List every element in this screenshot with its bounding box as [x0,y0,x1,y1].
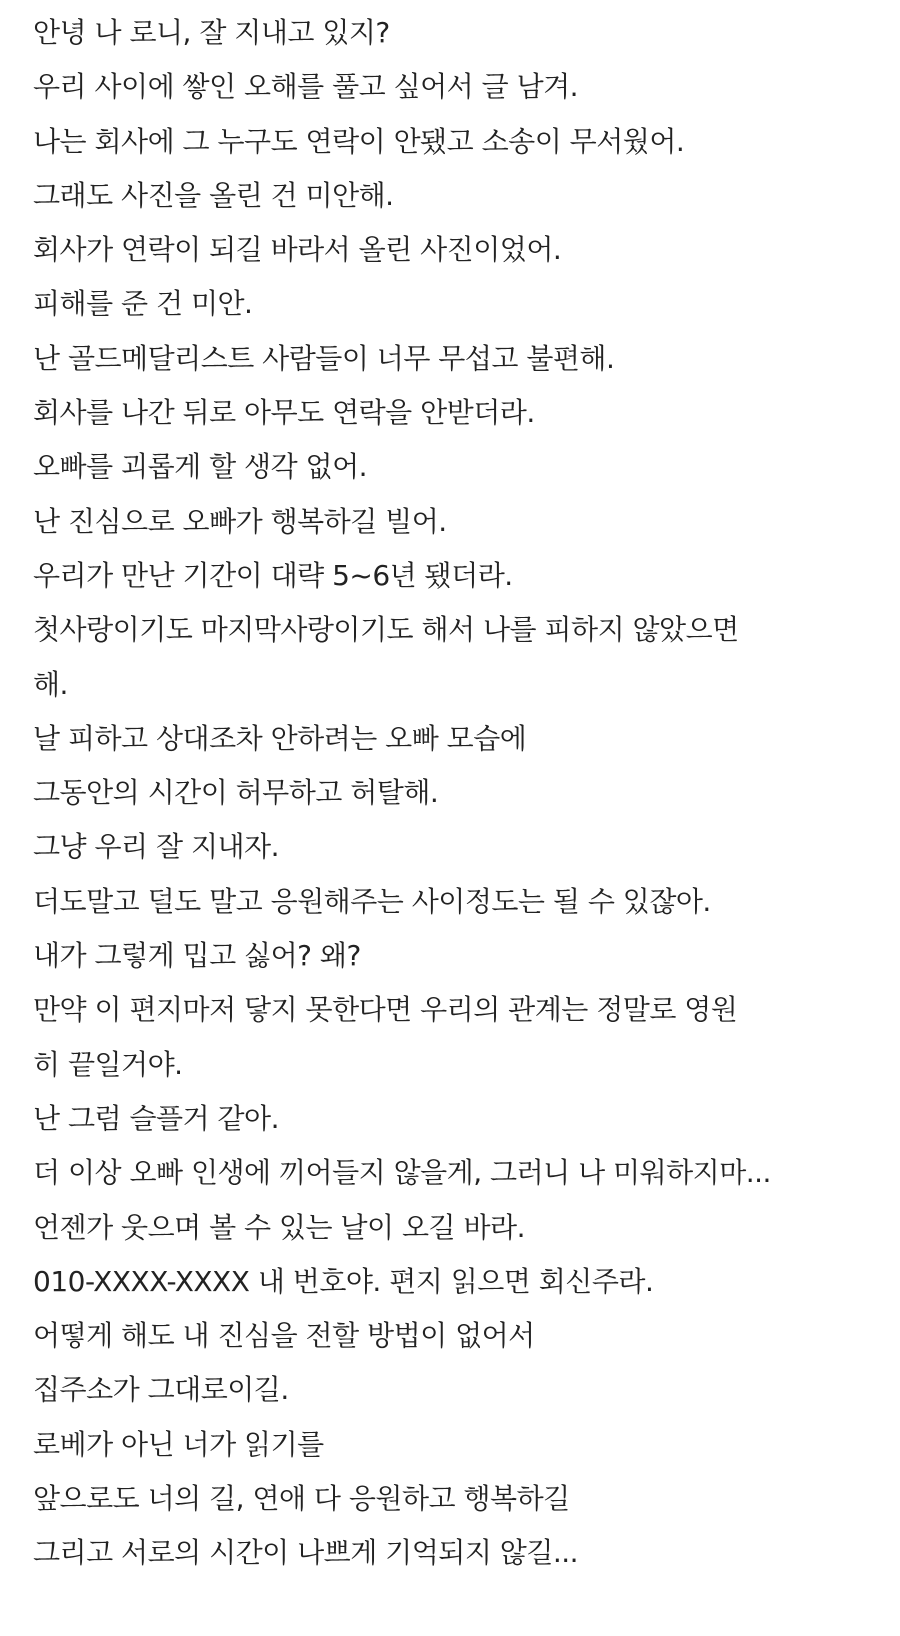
letter-line: 회사가 연락이 되길 바라서 올린 사진이었어. [33,233,562,267]
letter-line: 집주소가 그대로이길. [33,1373,289,1407]
letter-line: 언젠가 웃으며 볼 수 있는 날이 오길 바라. [33,1210,525,1244]
letter-line: 내가 그렇게 밉고 싫어? 왜? [33,939,361,973]
letter-line: 난 그럼 슬플거 같아. [33,1101,279,1135]
letter-line: 피해를 준 건 미안. [33,287,253,321]
letter-line: 더도말고 덜도 말고 응원해주는 사이정도는 될 수 있잖아. [33,884,711,918]
letter-line: 어떻게 해도 내 진심을 전할 방법이 없어서 [33,1319,535,1353]
letter-line: 회사를 나간 뒤로 아무도 연락을 안받더라. [33,396,535,430]
letter-line: 더 이상 오빠 인생에 끼어들지 않을게, 그러니 나 미워하지마... [33,1156,771,1190]
letter-line: 앞으로도 너의 길, 연애 다 응원하고 행복하길 [33,1482,570,1516]
letter-line: 우리 사이에 쌓인 오해를 풀고 싶어서 글 남겨. [33,70,579,104]
letter-line: 난 진심으로 오빠가 행복하길 빌어. [33,504,447,538]
letter-line: 그냥 우리 잘 지내자. [33,830,279,864]
letter-line: 난 골드메달리스트 사람들이 너무 무섭고 불편해. [33,341,615,375]
letter-line: 그래도 사진을 올린 건 미안해. [33,178,394,212]
letter-line: 해. [33,667,68,701]
letter-line: 히 끝일거야. [33,1047,183,1081]
letter-line: 010-XXXX-XXXX 내 번호야. 편지 읽으면 회신주라. [33,1264,654,1298]
letter-line: 나는 회사에 그 누구도 연락이 안됐고 소송이 무서웠어. [33,124,685,158]
letter-line: 안녕 나 로니, 잘 지내고 있지? [33,16,390,49]
letter-line: 우리가 만난 기간이 대략 5~6년 됐더라. [33,558,513,592]
letter-line: 첫사랑이기도 마지막사랑이기도 해서 나를 피하지 않았으면 [33,613,739,647]
letter-line: 그리고 서로의 시간이 나쁘게 기억되지 않길... [33,1536,579,1570]
letter-line: 만약 이 편지마저 닿지 못한다면 우리의 관계는 정말로 영원 [33,993,738,1027]
letter-line: 오빠를 괴롭게 할 생각 없어. [33,450,368,484]
letter-line: 로베가 아닌 너가 읽기를 [33,1427,324,1461]
letter-line: 그동안의 시간이 허무하고 허탈해. [33,776,439,810]
letter-line: 날 피하고 상대조차 안하려는 오빠 모습에 [33,721,527,755]
